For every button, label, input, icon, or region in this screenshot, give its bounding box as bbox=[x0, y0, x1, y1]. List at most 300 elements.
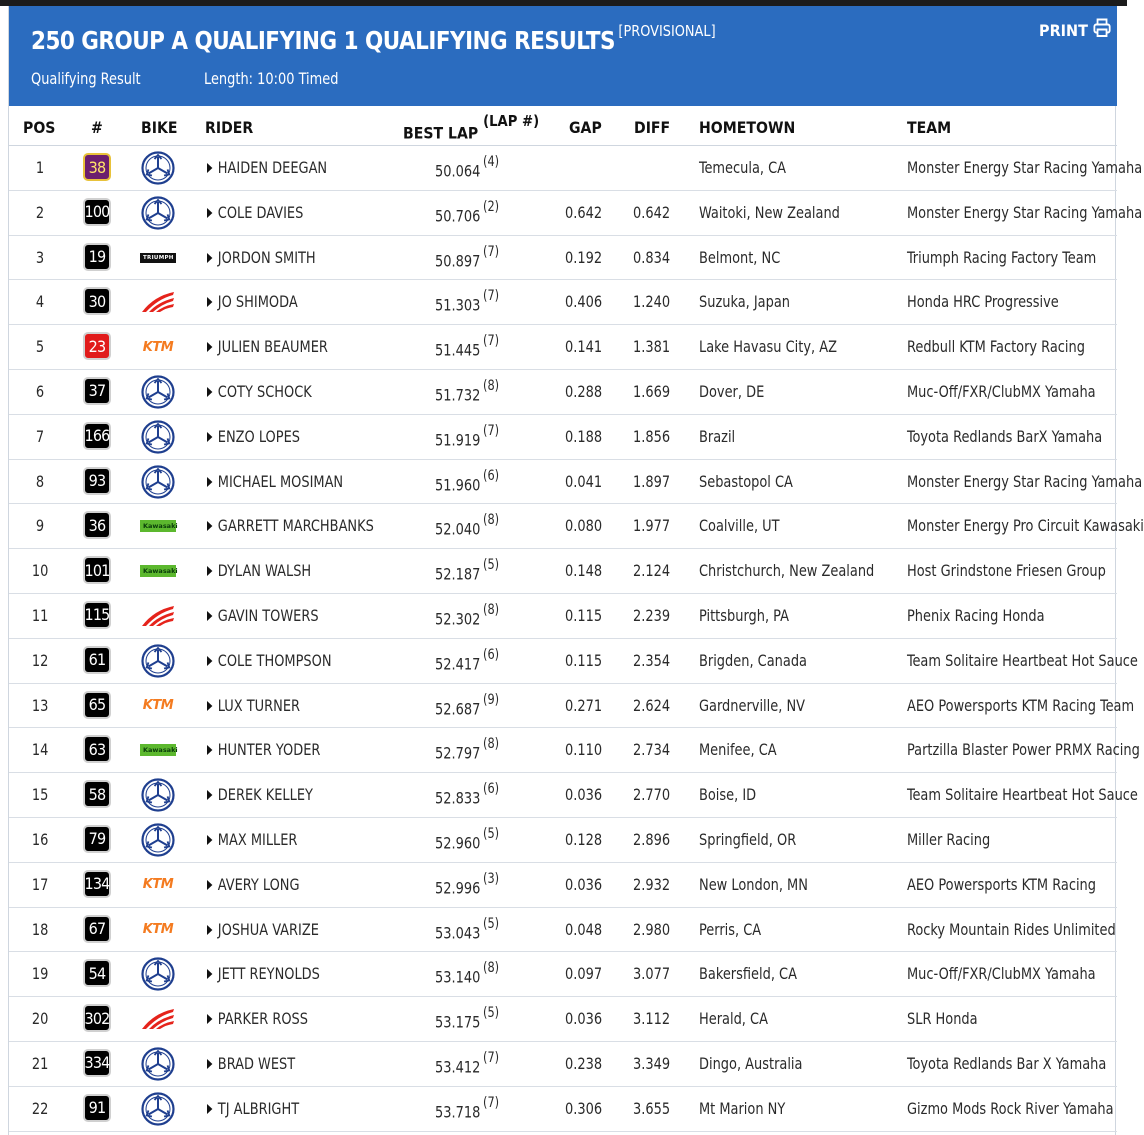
team-name: Gizmo Mods Rock River Yamaha bbox=[907, 1098, 1114, 1118]
results-header bbox=[9, 6, 1117, 106]
best-lap-number: (3) bbox=[483, 870, 500, 887]
hometown: Brigden, Canada bbox=[699, 650, 807, 670]
gap-value: 0.188 bbox=[565, 426, 603, 446]
best-lap-time: 50.064 bbox=[435, 161, 481, 181]
best-lap bbox=[435, 646, 500, 674]
expand-triangle-icon bbox=[207, 253, 212, 263]
kawasaki-logo-icon: Kawasaki bbox=[140, 520, 176, 532]
rider-name: DEREK KELLEY bbox=[217, 785, 313, 805]
diff-value: 1.977 bbox=[633, 516, 671, 536]
best-lap-number: (5) bbox=[483, 1005, 500, 1022]
table-row[interactable] bbox=[9, 818, 1117, 863]
yamaha-logo-icon bbox=[141, 196, 175, 230]
position: 3 bbox=[35, 247, 45, 267]
position: 2 bbox=[35, 202, 45, 222]
position: 18 bbox=[31, 919, 49, 939]
table-row[interactable] bbox=[9, 325, 1117, 370]
rider-link[interactable] bbox=[207, 158, 327, 177]
table-row[interactable] bbox=[9, 997, 1117, 1042]
bike-brand-logo bbox=[140, 1048, 176, 1080]
table-row[interactable] bbox=[9, 370, 1117, 415]
yamaha-logo-icon bbox=[141, 151, 175, 185]
gap-value: 0.148 bbox=[565, 561, 603, 581]
bike-brand-logo bbox=[140, 242, 176, 274]
table-row[interactable] bbox=[9, 236, 1117, 281]
rider-link[interactable] bbox=[207, 785, 313, 804]
position: 20 bbox=[31, 1009, 49, 1029]
diff-value: 2.624 bbox=[633, 695, 671, 715]
best-lap-number: (7) bbox=[483, 243, 500, 260]
rider-number-plate: 38 bbox=[83, 153, 111, 181]
rider-link[interactable] bbox=[207, 427, 300, 446]
rider-name: COLE DAVIES bbox=[217, 202, 304, 222]
table-row[interactable] bbox=[9, 908, 1117, 953]
best-lap-number: (7) bbox=[483, 333, 500, 350]
rider-number-plate: 54 bbox=[83, 959, 111, 987]
hometown: Mt Marion NY bbox=[699, 1098, 786, 1118]
best-lap-time: 53.175 bbox=[435, 1012, 481, 1032]
table-row[interactable] bbox=[9, 549, 1117, 594]
team-name: Redbull KTM Factory Racing bbox=[907, 337, 1085, 357]
diff-value: 2.896 bbox=[633, 829, 671, 849]
expand-triangle-icon bbox=[207, 432, 212, 442]
best-lap-time: 52.687 bbox=[435, 698, 481, 718]
team-name: Team Solitaire Heartbeat Hot Sauce bbox=[907, 785, 1138, 805]
position: 16 bbox=[31, 829, 49, 849]
rider-link[interactable] bbox=[207, 696, 300, 715]
rider-number-plate: 100 bbox=[83, 198, 111, 226]
honda-wing-logo-icon bbox=[140, 604, 176, 628]
position: 19 bbox=[31, 964, 49, 984]
diff-value: 2.980 bbox=[633, 919, 671, 939]
gap-value: 0.036 bbox=[565, 874, 603, 894]
best-lap-time: 52.996 bbox=[435, 878, 481, 898]
bike-brand-logo bbox=[140, 645, 176, 677]
col-gap[interactable]: GAP bbox=[569, 118, 602, 137]
best-lap bbox=[435, 1094, 500, 1122]
team-name: Phenix Racing Honda bbox=[907, 605, 1045, 625]
yamaha-logo-icon bbox=[141, 375, 175, 409]
team-name: Triumph Racing Factory Team bbox=[907, 247, 1097, 267]
hometown: Coalville, UT bbox=[699, 516, 780, 536]
diff-value: 2.770 bbox=[633, 785, 671, 805]
position: 13 bbox=[31, 695, 49, 715]
best-lap bbox=[435, 915, 500, 942]
table-row[interactable] bbox=[9, 1087, 1117, 1132]
best-lap-number: (8) bbox=[483, 960, 500, 977]
position: 8 bbox=[35, 471, 45, 491]
rider-name: MAX MILLER bbox=[217, 829, 298, 849]
kawasaki-logo-icon: Kawasaki bbox=[140, 565, 176, 577]
col-number[interactable]: # bbox=[91, 118, 103, 137]
gap-value: 0.115 bbox=[565, 605, 603, 625]
bike-brand-logo bbox=[140, 421, 176, 453]
rider-link[interactable] bbox=[207, 382, 312, 401]
table-row[interactable] bbox=[9, 460, 1143, 505]
best-lap-time: 51.732 bbox=[435, 385, 481, 405]
diff-value: 1.856 bbox=[633, 426, 671, 446]
best-lap bbox=[435, 198, 500, 226]
best-lap-number: (6) bbox=[483, 467, 500, 484]
best-lap-time: 53.718 bbox=[435, 1102, 481, 1122]
diff-value: 3.349 bbox=[633, 1053, 671, 1073]
position: 21 bbox=[31, 1053, 49, 1073]
best-lap bbox=[435, 870, 500, 898]
bike-brand-logo bbox=[140, 779, 176, 811]
position: 12 bbox=[31, 650, 49, 670]
team-name: AEO Powersports KTM Racing bbox=[907, 874, 1096, 894]
diff-value: 1.381 bbox=[633, 337, 671, 357]
yamaha-logo-icon bbox=[141, 420, 175, 454]
rider-name: COTY SCHOCK bbox=[217, 381, 312, 401]
rider-number-plate: 134 bbox=[83, 870, 111, 898]
bike-brand-logo bbox=[140, 958, 176, 990]
bike-brand-logo bbox=[140, 510, 176, 542]
col-team[interactable]: TEAM bbox=[907, 118, 952, 137]
col-diff[interactable]: DIFF bbox=[634, 118, 671, 137]
table-row[interactable] bbox=[9, 415, 1117, 460]
rider-number-plate: 19 bbox=[83, 243, 111, 271]
table-row[interactable] bbox=[9, 191, 1143, 236]
best-lap bbox=[435, 781, 500, 808]
expand-triangle-icon bbox=[207, 745, 212, 755]
rider-number-plate: 30 bbox=[83, 287, 111, 315]
expand-triangle-icon bbox=[207, 1104, 212, 1114]
bike-brand-logo bbox=[140, 555, 176, 587]
expand-triangle-icon bbox=[207, 566, 212, 576]
best-lap-number: (7) bbox=[483, 1094, 500, 1111]
best-lap-time: 52.960 bbox=[435, 833, 481, 853]
table-row[interactable] bbox=[9, 952, 1117, 997]
best-lap bbox=[435, 243, 500, 270]
rider-link[interactable] bbox=[207, 740, 320, 759]
yamaha-logo-icon bbox=[141, 957, 175, 991]
expand-triangle-icon bbox=[207, 1059, 212, 1069]
hometown: Springfield, OR bbox=[699, 829, 797, 849]
best-lap-time: 50.706 bbox=[435, 206, 481, 226]
best-lap-time: 52.833 bbox=[435, 788, 481, 808]
gap-value: 0.306 bbox=[565, 1098, 603, 1118]
gap-value: 0.036 bbox=[565, 785, 603, 805]
print-button[interactable] bbox=[1039, 18, 1111, 42]
position: 14 bbox=[31, 740, 49, 760]
hometown: Waitoki, New Zealand bbox=[699, 202, 840, 222]
best-lap bbox=[435, 288, 500, 315]
diff-value: 1.240 bbox=[633, 292, 671, 312]
rider-link[interactable] bbox=[207, 248, 316, 267]
table-row[interactable] bbox=[9, 280, 1117, 325]
expand-triangle-icon bbox=[207, 297, 212, 307]
col-pos[interactable]: POS bbox=[23, 118, 56, 137]
yamaha-logo-icon bbox=[141, 823, 175, 857]
rider-number-plate: 67 bbox=[83, 915, 111, 943]
yamaha-logo-icon bbox=[141, 465, 175, 499]
gap-value: 0.406 bbox=[565, 292, 603, 312]
best-lap-time: 53.043 bbox=[435, 922, 481, 942]
best-lap bbox=[435, 557, 500, 584]
col-bike[interactable]: BIKE bbox=[141, 118, 178, 137]
table-header bbox=[9, 106, 1117, 146]
gap-value: 0.036 bbox=[565, 1009, 603, 1029]
rider-name: TJ ALBRIGHT bbox=[217, 1098, 300, 1118]
bike-brand-logo bbox=[140, 152, 176, 184]
expand-triangle-icon bbox=[207, 387, 212, 397]
bike-brand-logo bbox=[140, 690, 176, 722]
rider-number-plate: 58 bbox=[83, 780, 111, 808]
expand-triangle-icon bbox=[207, 477, 212, 487]
rider-number-plate: 65 bbox=[83, 691, 111, 719]
rider-number-plate: 302 bbox=[83, 1004, 111, 1032]
team-name: Partzilla Blaster Power PRMX Racing bbox=[907, 740, 1140, 760]
hometown: Sebastopol CA bbox=[699, 471, 793, 491]
best-lap bbox=[435, 377, 500, 405]
best-lap-number: (8) bbox=[483, 377, 500, 394]
rider-number-plate: 63 bbox=[83, 735, 111, 763]
hometown: Belmont, NC bbox=[699, 247, 781, 267]
rider-link[interactable] bbox=[207, 830, 297, 849]
best-lap-number: (7) bbox=[483, 1049, 500, 1066]
print-label: PRINT bbox=[1038, 20, 1088, 40]
ktm-logo-icon: KTM bbox=[142, 698, 174, 714]
rider-name: JO SHIMODA bbox=[217, 292, 298, 312]
best-lap bbox=[435, 154, 500, 181]
best-lap bbox=[435, 1049, 500, 1077]
position: 1 bbox=[35, 158, 45, 177]
expand-triangle-icon bbox=[207, 208, 212, 218]
team-name: Monster Energy Pro Circuit Kawasaki bbox=[907, 516, 1144, 536]
results-table-body bbox=[9, 146, 1144, 1132]
rider-number-plate: 61 bbox=[83, 646, 111, 674]
rider-number-plate: 101 bbox=[83, 556, 111, 584]
rider-name: COLE THOMPSON bbox=[217, 650, 332, 670]
best-lap-number: (5) bbox=[483, 557, 500, 574]
best-lap bbox=[435, 601, 500, 629]
hometown: Christchurch, New Zealand bbox=[699, 561, 875, 581]
gap-value: 0.642 bbox=[565, 202, 603, 222]
gap-value: 0.080 bbox=[565, 516, 603, 536]
hometown: Brazil bbox=[699, 426, 736, 446]
team-name: Rocky Mountain Rides Unlimited bbox=[907, 919, 1116, 939]
ktm-logo-icon: KTM bbox=[142, 922, 174, 938]
results-panel bbox=[8, 6, 1144, 1135]
bike-brand-logo bbox=[140, 197, 176, 229]
rider-link[interactable] bbox=[207, 651, 332, 670]
expand-triangle-icon bbox=[207, 342, 212, 352]
bike-brand-logo bbox=[140, 600, 176, 632]
expand-triangle-icon bbox=[207, 790, 212, 800]
best-lap-time: 52.797 bbox=[435, 743, 481, 763]
team-name: Toyota Redlands BarX Yamaha bbox=[907, 426, 1103, 446]
best-lap-number: (5) bbox=[483, 825, 500, 842]
gap-value: 0.271 bbox=[565, 695, 603, 715]
position: 17 bbox=[31, 874, 49, 894]
rider-link[interactable] bbox=[207, 472, 343, 491]
col-hometown[interactable]: HOMETOWN bbox=[699, 118, 796, 137]
rider-link[interactable] bbox=[207, 337, 328, 356]
best-lap bbox=[435, 467, 500, 494]
rider-name: LUX TURNER bbox=[217, 695, 301, 715]
rider-name: AVERY LONG bbox=[217, 874, 300, 894]
team-name: Host Grindstone Friesen Group bbox=[907, 561, 1106, 581]
best-lap bbox=[435, 422, 500, 450]
gap-value: 0.288 bbox=[565, 381, 603, 401]
best-lap bbox=[435, 333, 500, 360]
rider-link[interactable] bbox=[207, 1054, 295, 1073]
rider-link[interactable] bbox=[207, 203, 303, 222]
expand-triangle-icon bbox=[207, 835, 212, 845]
col-best-lap[interactable] bbox=[403, 112, 540, 143]
diff-value: 2.354 bbox=[633, 650, 671, 670]
honda-wing-logo-icon bbox=[140, 1007, 176, 1031]
ktm-logo-icon: KTM bbox=[142, 877, 174, 893]
session-length: Length: 10:00 Timed bbox=[204, 69, 339, 88]
best-lap-time: 52.187 bbox=[435, 564, 481, 584]
yamaha-logo-icon bbox=[141, 1047, 175, 1081]
gap-value: 0.110 bbox=[565, 740, 603, 760]
bike-brand-logo bbox=[140, 914, 176, 946]
kawasaki-logo-icon: Kawasaki bbox=[140, 744, 176, 756]
expand-triangle-icon bbox=[207, 880, 212, 890]
best-lap bbox=[435, 736, 500, 763]
expand-triangle-icon bbox=[207, 521, 212, 531]
bike-brand-logo bbox=[140, 466, 176, 498]
expand-triangle-icon bbox=[207, 611, 212, 621]
table-row[interactable] bbox=[9, 863, 1117, 908]
diff-value: 1.669 bbox=[633, 381, 671, 401]
diff-value: 2.124 bbox=[633, 561, 671, 581]
rider-number-plate: 334 bbox=[83, 1049, 111, 1077]
table-row[interactable] bbox=[9, 684, 1135, 729]
hometown: Perris, CA bbox=[699, 919, 762, 939]
gap-value: 0.041 bbox=[565, 471, 603, 491]
table-row[interactable] bbox=[9, 773, 1138, 818]
diff-value: 3.112 bbox=[633, 1009, 671, 1029]
gap-value: 0.097 bbox=[565, 964, 603, 984]
table-row[interactable] bbox=[9, 728, 1140, 773]
hometown: Menifee, CA bbox=[699, 740, 777, 760]
table-row[interactable] bbox=[9, 504, 1144, 549]
provisional-badge: [PROVISIONAL] bbox=[618, 22, 716, 40]
best-lap-time: 51.445 bbox=[435, 340, 481, 360]
team-name: Toyota Redlands Bar X Yamaha bbox=[907, 1053, 1107, 1073]
table-row[interactable] bbox=[9, 594, 1117, 639]
best-lap-time: 52.302 bbox=[435, 609, 481, 629]
best-lap-time: 52.417 bbox=[435, 654, 481, 674]
bike-brand-logo bbox=[140, 824, 176, 856]
best-lap-number: (6) bbox=[483, 781, 500, 798]
rider-name: HAIDEN DEEGAN bbox=[217, 158, 328, 177]
gap-value: 0.048 bbox=[565, 919, 603, 939]
best-lap bbox=[435, 691, 500, 718]
expand-triangle-icon bbox=[207, 656, 212, 666]
rider-number-plate: 36 bbox=[83, 511, 111, 539]
rider-link[interactable] bbox=[207, 875, 300, 894]
hometown: Lake Havasu City, AZ bbox=[699, 337, 837, 357]
best-lap-time: 50.897 bbox=[435, 250, 481, 270]
position: 10 bbox=[31, 561, 49, 581]
rider-link[interactable] bbox=[207, 561, 311, 580]
best-lap-time: 53.140 bbox=[435, 967, 481, 987]
rider-number-plate: 23 bbox=[83, 332, 111, 360]
hometown: Pittsburgh, PA bbox=[699, 605, 789, 625]
position: 6 bbox=[35, 381, 45, 401]
position: 15 bbox=[31, 785, 49, 805]
rider-name: PARKER ROSS bbox=[217, 1009, 308, 1029]
team-name: Muc-Off/FXR/ClubMX Yamaha bbox=[907, 964, 1096, 984]
team-name: Monster Energy Star Racing Yamaha bbox=[907, 471, 1143, 491]
position: 7 bbox=[35, 426, 45, 446]
rider-link[interactable] bbox=[207, 1009, 308, 1028]
position: 11 bbox=[31, 605, 49, 625]
col-lap-number-label: (LAP #) bbox=[483, 112, 540, 130]
best-lap bbox=[435, 825, 500, 853]
rider-number-plate: 93 bbox=[83, 467, 111, 495]
team-name: Miller Racing bbox=[907, 829, 991, 849]
best-lap-number: (6) bbox=[483, 646, 500, 663]
diff-value: 0.642 bbox=[633, 202, 671, 222]
best-lap bbox=[435, 1005, 500, 1032]
expand-triangle-icon bbox=[207, 969, 212, 979]
gap-value: 0.192 bbox=[565, 247, 603, 267]
best-lap-number: (8) bbox=[483, 601, 500, 618]
gap-value: 0.238 bbox=[565, 1053, 603, 1073]
position: 5 bbox=[35, 337, 45, 357]
best-lap-time: 51.919 bbox=[435, 430, 481, 450]
rider-name: JETT REYNOLDS bbox=[217, 964, 320, 984]
team-name: AEO Powersports KTM Racing Team bbox=[907, 695, 1135, 715]
page-title bbox=[31, 22, 716, 55]
rider-number-plate: 166 bbox=[83, 422, 111, 450]
col-rider[interactable]: RIDER bbox=[205, 118, 254, 137]
bike-brand-logo bbox=[140, 286, 176, 318]
position: 22 bbox=[31, 1098, 49, 1118]
rider-link[interactable] bbox=[207, 606, 319, 625]
best-lap-number: (2) bbox=[483, 198, 500, 215]
table-row[interactable] bbox=[9, 146, 1143, 191]
position: 9 bbox=[35, 516, 45, 536]
rider-link[interactable] bbox=[207, 292, 298, 311]
yamaha-logo-icon bbox=[141, 644, 175, 678]
team-name: Team Solitaire Heartbeat Hot Sauce bbox=[907, 650, 1138, 670]
diff-value: 1.897 bbox=[633, 471, 671, 491]
rider-name: JULIEN BEAUMER bbox=[217, 337, 328, 357]
best-lap-time: 52.040 bbox=[435, 519, 481, 539]
gap-value: 0.141 bbox=[565, 337, 603, 357]
col-best-lap-label: BEST LAP bbox=[403, 123, 479, 143]
hometown: New London, MN bbox=[699, 874, 808, 894]
team-name: Monster Energy Star Racing Yamaha bbox=[907, 158, 1143, 177]
bike-brand-logo bbox=[140, 1093, 176, 1125]
rider-link[interactable] bbox=[207, 1099, 299, 1118]
rider-name: ENZO LOPES bbox=[217, 426, 300, 446]
rider-link[interactable] bbox=[207, 516, 374, 535]
rider-link[interactable] bbox=[207, 964, 320, 983]
best-lap-number: (9) bbox=[483, 691, 500, 708]
rider-name: JORDON SMITH bbox=[217, 247, 316, 267]
rider-name: BRAD WEST bbox=[217, 1053, 296, 1073]
rider-name: MICHAEL MOSIMAN bbox=[217, 471, 344, 491]
rider-link[interactable] bbox=[207, 920, 319, 939]
hometown: Boise, ID bbox=[699, 785, 757, 805]
best-lap-number: (7) bbox=[483, 422, 500, 439]
position: 4 bbox=[35, 292, 45, 312]
table-row[interactable] bbox=[9, 1042, 1117, 1087]
diff-value: 3.077 bbox=[633, 964, 671, 984]
gap-value: 0.128 bbox=[565, 829, 603, 849]
bike-brand-logo bbox=[140, 331, 176, 363]
diff-value: 3.655 bbox=[633, 1098, 671, 1118]
table-row[interactable] bbox=[9, 639, 1138, 684]
